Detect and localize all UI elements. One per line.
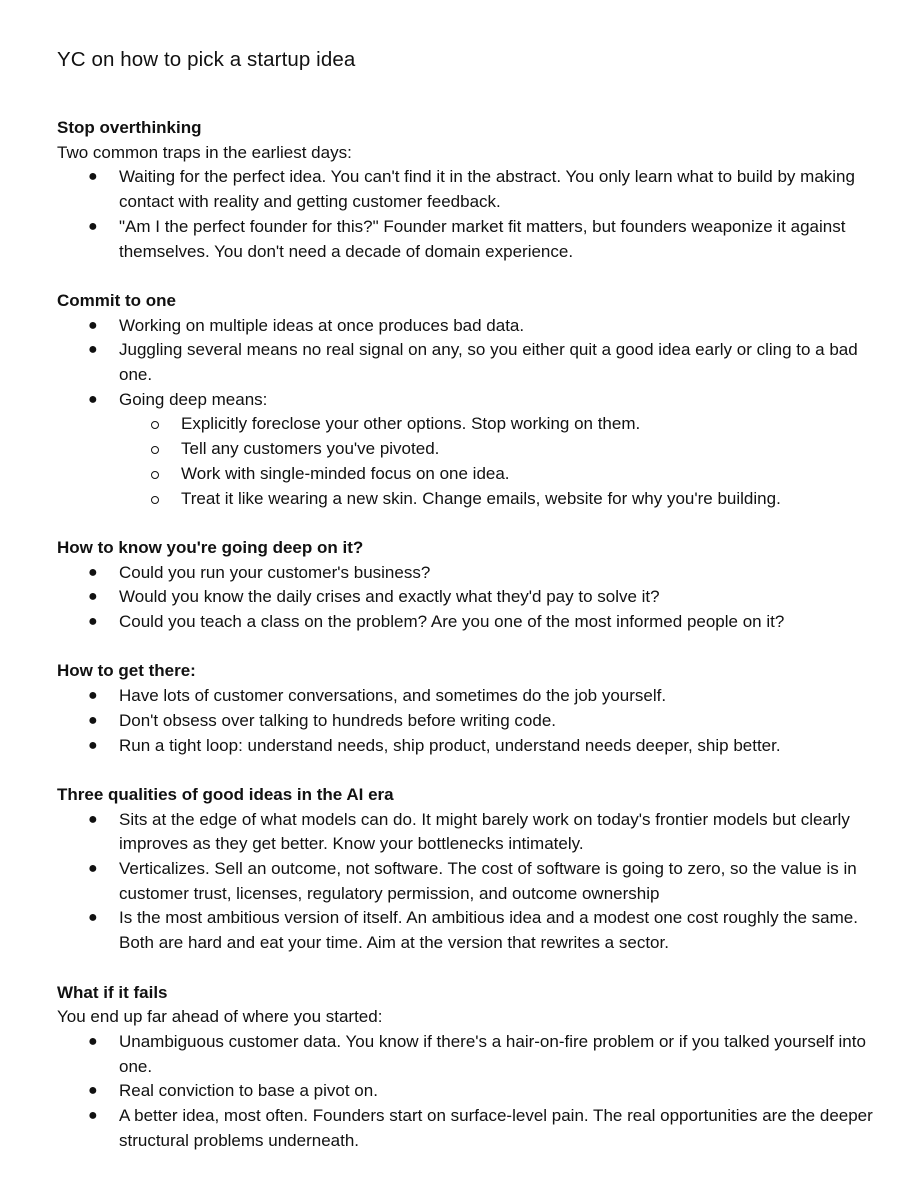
hollow-bullet-icon xyxy=(151,471,159,479)
spacer xyxy=(57,635,878,660)
sub-list-item xyxy=(119,412,878,437)
list-item-text: Is the most ambitious version of itself. An ambitious idea and a modest one cost roughly the same. Both are hard and eat your time. Aim at the version that rewrites a sector. xyxy=(119,908,858,953)
bullet-icon: ● xyxy=(88,687,98,705)
section-commit-to-one xyxy=(57,289,878,511)
bullet-icon: ● xyxy=(88,711,98,729)
sub-bullet-list xyxy=(119,412,878,511)
bullet-list xyxy=(57,1030,878,1154)
bullet-list xyxy=(57,684,878,758)
spacer xyxy=(57,74,878,116)
bullet-icon: ● xyxy=(88,588,98,606)
section-intro: Two common traps in the earliest days: xyxy=(57,142,352,162)
spacer xyxy=(57,758,878,783)
list-item xyxy=(57,561,878,586)
list-item-text: A better idea, most often. Founders start on surface-level pain. The real opportunities are the deeper structural problems underneath. xyxy=(119,1106,873,1150)
list-item-text: "Am I the perfect founder for this?" Founder market fit matters, but founders weaponize it against themselves. You don't need a decade of domain experience. xyxy=(119,216,846,261)
bullet-list xyxy=(57,808,878,956)
spacer xyxy=(57,956,878,981)
section-heading: What if it fails xyxy=(57,982,168,1002)
list-item xyxy=(57,684,878,709)
section-what-if-it-fails xyxy=(57,981,878,1154)
bullet-icon: ● xyxy=(88,736,98,754)
bullet-icon: ● xyxy=(88,860,98,878)
list-item xyxy=(57,314,878,339)
bullet-list xyxy=(57,561,878,635)
list-item xyxy=(57,215,878,264)
bullet-list xyxy=(57,314,878,413)
bullet-icon: ● xyxy=(88,563,98,581)
section-heading: How to get there: xyxy=(57,661,196,681)
list-item xyxy=(57,610,878,635)
list-item xyxy=(57,1104,878,1153)
section-heading: How to know you're going deep on it? xyxy=(57,537,364,557)
bullet-list xyxy=(57,165,878,264)
spacer xyxy=(57,264,878,289)
section-heading: Commit to one xyxy=(57,290,176,310)
sub-list-item xyxy=(119,462,878,487)
bullet-icon: ● xyxy=(88,217,98,235)
document-title: YC on how to pick a startup idea xyxy=(57,48,356,71)
list-item xyxy=(57,857,878,906)
section-heading: Three qualities of good ideas in the AI era xyxy=(57,784,394,804)
list-item-text: Verticalizes. Sell an outcome, not software. The cost of software is going to zero, so the value is in customer trust, licenses, regulatory permission, and outcome ownership xyxy=(119,859,857,903)
list-item xyxy=(57,165,878,214)
section-intro: You end up far ahead of where you started: xyxy=(57,1007,383,1027)
list-item-text: Run a tight loop: understand needs, ship product, understand needs deeper, ship better. xyxy=(119,735,781,755)
list-item xyxy=(57,808,878,857)
list-item xyxy=(57,1079,878,1104)
list-item-text: Real conviction to base a pivot on. xyxy=(119,1081,378,1101)
section-how-to-get-there xyxy=(57,659,878,758)
bullet-icon: ● xyxy=(88,341,98,359)
list-item-text: Waiting for the perfect idea. You can't find it in the abstract. You only learn what to build by making contact with reality and getting customer feedback. xyxy=(119,167,855,212)
bullet-icon: ● xyxy=(88,390,98,408)
list-item xyxy=(57,906,878,955)
bullet-icon: ● xyxy=(88,1032,98,1050)
spacer xyxy=(57,511,878,536)
section-three-qualities xyxy=(57,783,878,956)
sub-list-item-text: Explicitly foreclose your other options. Stop working on them. xyxy=(181,414,641,434)
list-item-text: Could you run your customer's business? xyxy=(119,562,431,582)
list-item xyxy=(57,338,878,387)
list-item-text: Don't obsess over talking to hundreds before writing code. xyxy=(119,710,556,730)
list-item-text: Could you teach a class on the problem? Are you one of the most informed people on it? xyxy=(119,612,785,632)
list-item-text: Have lots of customer conversations, and sometimes do the job yourself. xyxy=(119,686,667,706)
bullet-icon: ● xyxy=(88,1107,98,1125)
hollow-bullet-icon xyxy=(151,496,159,504)
sub-list-item-text: Work with single-minded focus on one idea. xyxy=(181,463,510,483)
bullet-icon: ● xyxy=(88,810,98,828)
bullet-icon: ● xyxy=(88,613,98,631)
sub-list-item-text: Treat it like wearing a new skin. Change emails, website for why you're building. xyxy=(181,488,781,508)
section-heading: Stop overthinking xyxy=(57,118,202,137)
bullet-icon: ● xyxy=(88,168,98,186)
section-going-deep xyxy=(57,536,878,635)
hollow-bullet-icon xyxy=(151,446,159,454)
list-item-text: Going deep means: xyxy=(119,389,268,409)
list-item xyxy=(57,388,878,413)
list-item-text: Juggling several means no real signal on any, so you either quit a good idea early or cling to a bad one. xyxy=(119,340,858,385)
sub-list-item-text: Tell any customers you've pivoted. xyxy=(181,439,440,459)
bullet-icon: ● xyxy=(88,316,98,334)
list-item xyxy=(57,585,878,610)
list-item xyxy=(57,734,878,759)
list-item xyxy=(57,1030,878,1079)
list-item-text: Unambiguous customer data. You know if there's a hair-on-fire problem or if you talked yourself into one. xyxy=(119,1031,866,1076)
sub-list-item xyxy=(119,487,878,512)
bullet-icon: ● xyxy=(88,909,98,927)
list-item-text: Working on multiple ideas at once produces bad data. xyxy=(119,315,525,335)
section-stop-overthinking xyxy=(57,116,878,264)
hollow-bullet-icon xyxy=(151,421,159,429)
list-item-text: Sits at the edge of what models can do. It might barely work on today's frontier models but clearly improves as they get better. Know your bottlenecks intimately. xyxy=(119,809,850,854)
list-item-text: Would you know the daily crises and exactly what they'd pay to solve it? xyxy=(119,587,660,607)
list-item xyxy=(57,709,878,734)
bullet-icon: ● xyxy=(88,1082,98,1100)
sub-list-item xyxy=(119,437,878,462)
